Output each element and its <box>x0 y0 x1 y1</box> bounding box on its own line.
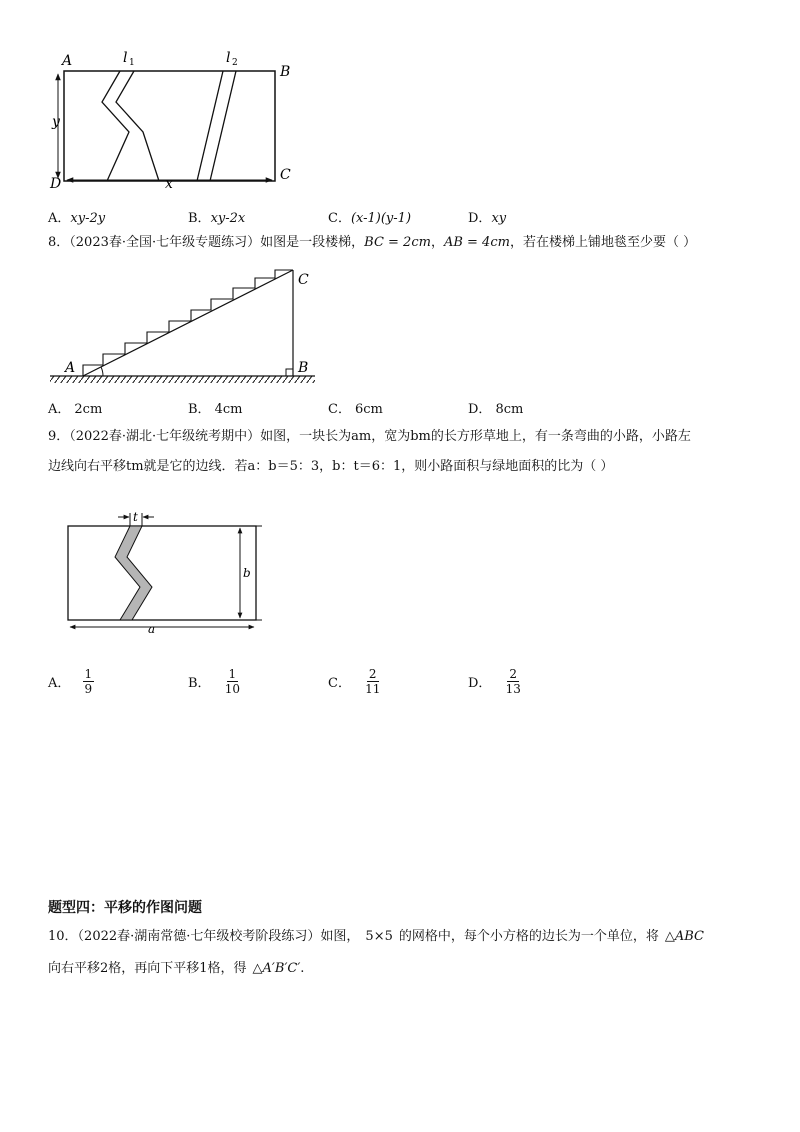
q8-angle-arc <box>101 367 103 376</box>
section-heading: 题型四：平移的作图问题 <box>48 900 202 916</box>
q9-option-c[interactable]: C． $\frac{2}{11}$ <box>328 667 381 696</box>
q7-label-l1: l <box>123 50 128 66</box>
q9-option-b[interactable]: B． $\frac{1}{10}$ <box>188 667 240 696</box>
q7-label-y: y <box>52 114 60 130</box>
q9-option-b-fraction: $\frac{1}{10}$ <box>224 667 240 696</box>
q9-option-c-fraction: $\frac{2}{11}$ <box>365 667 381 696</box>
q7-road-l2-left <box>197 71 223 181</box>
q9-path-shaded <box>115 526 152 620</box>
q7-option-a[interactable]: A．xy-2y <box>48 211 106 226</box>
q9-option-a[interactable]: A． $\frac{1}{9}$ <box>48 667 93 696</box>
q7-rectangle <box>64 71 275 181</box>
q8-option-c[interactable]: C． 6cm <box>328 402 383 417</box>
q7-option-d[interactable]: D．xy <box>468 211 507 226</box>
q9-option-d-fraction: $\frac{2}{13}$ <box>505 667 521 696</box>
q8-label-B: B <box>298 360 309 376</box>
q8-label-C: C <box>298 272 309 288</box>
q7-road-l1-right <box>116 71 159 181</box>
q8-stem: 8．（2023春·全国·七年级专题练习）如图是一段楼梯，BC = 2cm，AB = 4cm，若在楼梯上铺地毯至少要（ ） <box>48 235 697 250</box>
q7-label-D: D <box>50 176 62 192</box>
q9-lawn-rectangle <box>68 526 256 620</box>
q9-stem-line1: 9．（2022春·湖北·七年级统考期中）如图，一块长为am，宽为bm的长方形草地上，有一条弯曲的小路，小路左 <box>48 429 691 444</box>
q9-stem-line2: 边线向右平移tm就是它的边线．若a：b＝5：3，b：t＝6：1，则小路面积与绿地面积的比为（ ） <box>48 459 614 474</box>
q7-option-b[interactable]: B．xy-2x <box>188 211 246 226</box>
q7-label-A: A <box>62 53 73 69</box>
q7-option-c[interactable]: C．(x-1)(y-1) <box>328 211 412 226</box>
q7-label-x: x <box>165 176 173 192</box>
q7-label-l1-sub: 1 <box>129 58 135 68</box>
q8-option-a[interactable]: A． 2cm <box>48 402 103 417</box>
q8-label-A: A <box>65 360 76 376</box>
q8-right-angle-mark <box>286 369 293 376</box>
q7-label-C: C <box>280 167 291 183</box>
q7-label-B: B <box>280 64 291 80</box>
q10-stem-line1: 10．（2022春·湖南常德·七年级校考阶段练习）如图， 5×5 的网格中，每个小方格的边长为一个单位，将 △ABC <box>48 929 705 944</box>
q7-road-l2-right <box>210 71 236 181</box>
q9-label-a: a <box>148 622 156 636</box>
q8-option-b[interactable]: B． 4cm <box>188 402 243 417</box>
q9-label-t: t <box>133 510 138 524</box>
q9-option-a-fraction: $\frac{1}{9}$ <box>84 667 93 696</box>
q7-label-l2-sub: 2 <box>232 58 238 68</box>
q8-hypotenuse-AC <box>83 270 293 376</box>
q7-figure <box>40 40 310 200</box>
q10-stem-line2: 向右平移2格，再向下平移1格，得 △A′B′C′. <box>48 961 305 976</box>
q8-ground-hatch <box>50 376 315 383</box>
q9-label-b: b <box>243 566 251 580</box>
q8-staircase-figure <box>45 268 325 388</box>
q7-label-l2: l <box>226 50 231 66</box>
q9-figure <box>60 505 280 640</box>
q8-option-d[interactable]: D． 8cm <box>468 402 524 417</box>
q9-option-d[interactable]: D． $\frac{2}{13}$ <box>468 667 521 696</box>
